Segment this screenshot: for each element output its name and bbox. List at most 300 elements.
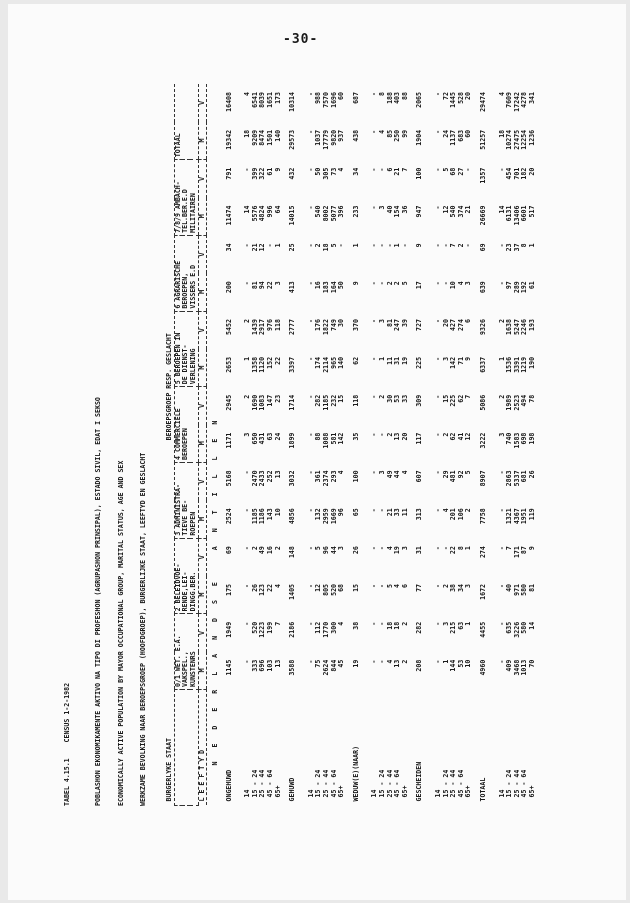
- value-cell: 63: [266, 432, 275, 441]
- value-cell: -: [497, 508, 506, 513]
- value-cell: 683: [456, 129, 465, 142]
- spacer: [409, 84, 416, 806]
- value-cell: 971: [512, 583, 521, 596]
- value-cell: 5: [314, 546, 323, 551]
- column-group-header: VAKSPEL.,: [182, 614, 190, 690]
- column-group-header: TIEVE BE-: [182, 462, 190, 538]
- value-cell: 1445: [449, 92, 458, 108]
- value-cell: 188: [385, 92, 394, 104]
- value-cell: 18: [497, 129, 506, 138]
- value-cell: 1185: [250, 508, 259, 525]
- value-cell: 17779: [322, 129, 331, 150]
- value-cell: 805: [322, 583, 331, 596]
- column-group-header: RENDE,LEI-: [182, 538, 190, 614]
- value-cell: 5: [441, 167, 450, 172]
- value-cell: 22: [449, 546, 458, 555]
- group-total-cell: 15: [351, 583, 360, 592]
- occupation-span-header: BEROEPSGROEP RESP. GESLACHT: [166, 84, 174, 690]
- group-total-cell: 9: [351, 281, 360, 286]
- value-cell: 112: [314, 621, 323, 634]
- value-cell: 528: [456, 92, 465, 104]
- value-cell: 2: [385, 432, 394, 437]
- spacer-row: [346, 84, 353, 806]
- value-cell: 173: [273, 92, 282, 104]
- value-cell: 10: [449, 281, 458, 290]
- group-total-cell: 65: [351, 508, 360, 517]
- value-cell: 844: [329, 659, 338, 672]
- value-cell: 10: [464, 659, 473, 668]
- value-cell: -: [464, 243, 473, 248]
- value-cell: 11: [400, 508, 409, 517]
- group-total-cell: 51257: [478, 129, 487, 150]
- age-label: 25 - 44: [512, 769, 521, 798]
- value-cell: 4278: [520, 92, 529, 108]
- spacer-row: [537, 84, 544, 806]
- group-total-cell: 3222: [478, 432, 487, 449]
- value-cell: -: [243, 583, 252, 588]
- group-total-cell: 31: [415, 546, 424, 555]
- value-cell: 2: [441, 583, 450, 588]
- value-cell: -: [441, 281, 450, 286]
- value-cell: 61: [527, 281, 536, 290]
- title-line-dutch: WERKZAME BEVOLKING NAAR BEROEPSGROEP (HOOFDGROEP), BURGERLIJKE STAAT, LEEFTYD EN GESLACHT: [139, 452, 148, 806]
- value-cell: -: [243, 167, 252, 172]
- value-cell: 4: [337, 621, 346, 626]
- group-total-cell: 19: [351, 659, 360, 668]
- value-cell: 1770: [322, 621, 331, 638]
- value-cell: -: [306, 356, 315, 361]
- column-group-header: BEROEPEN: [182, 387, 190, 463]
- value-cell: 5337: [512, 470, 521, 487]
- value-cell: 374: [456, 205, 465, 218]
- value-cell: 13406: [512, 205, 521, 226]
- group-total-row: [226, 84, 234, 806]
- spacer: [360, 84, 371, 806]
- value-cell: -: [433, 281, 442, 286]
- column-group-header: 6 AGRARISCHE: [174, 235, 182, 311]
- value-cell: -: [433, 470, 442, 475]
- value-cell: 44: [393, 470, 402, 479]
- value-cell: 41: [456, 432, 465, 441]
- value-cell: 520: [250, 621, 259, 634]
- value-cell: 8002: [322, 205, 331, 222]
- value-cell: 144: [449, 659, 458, 672]
- value-cell: 2: [273, 546, 282, 551]
- value-cell: 289: [512, 281, 521, 294]
- value-cell: -: [441, 243, 450, 248]
- group-total-cell: 4856: [288, 508, 297, 525]
- age-label: 25 - 44: [385, 769, 394, 798]
- value-cell: 18: [322, 243, 331, 252]
- value-cell: 3391: [512, 356, 521, 373]
- header-row-top: [166, 84, 174, 806]
- group-total-cell: 225: [415, 356, 424, 369]
- column-group-header: [190, 84, 198, 160]
- value-cell: 1: [527, 243, 536, 248]
- value-cell: -: [378, 167, 386, 172]
- value-cell: 1186: [258, 508, 267, 525]
- value-cell: 81: [250, 281, 259, 290]
- female-header: V: [198, 160, 207, 198]
- table-row: [331, 84, 339, 806]
- age-header: L E E F T Y D: [198, 690, 207, 806]
- value-cell: 19: [393, 546, 402, 555]
- group-total-cell: 1904: [415, 129, 424, 146]
- group-total-cell: 639: [478, 281, 487, 294]
- group-total-cell: 34: [224, 243, 233, 252]
- value-cell: -: [306, 394, 315, 399]
- value-cell: 171: [512, 546, 521, 559]
- value-cell: 2: [464, 508, 473, 513]
- value-cell: 85: [385, 129, 394, 138]
- value-cell: -: [370, 167, 379, 172]
- value-cell: 147: [266, 394, 275, 407]
- group-total-cell: 3397: [288, 356, 297, 373]
- age-label: 45 - 64: [266, 769, 275, 798]
- value-cell: -: [370, 281, 379, 286]
- value-cell: 15: [441, 394, 450, 403]
- group-total-cell: 29573: [288, 129, 297, 150]
- column-group-header-row: [190, 84, 198, 806]
- value-cell: 30: [385, 394, 394, 403]
- value-cell: 21: [385, 508, 394, 517]
- value-cell: 650: [250, 432, 259, 445]
- value-cell: 681: [520, 470, 529, 483]
- group-total-cell: 1714: [288, 394, 297, 411]
- table-row: [259, 84, 267, 806]
- value-cell: 9: [527, 546, 536, 551]
- column-group-header: MILITAIREN: [190, 160, 198, 236]
- group-total-cell: 148: [288, 546, 297, 559]
- value-cell: -: [433, 92, 442, 96]
- table-row: [443, 84, 451, 806]
- value-cell: 22: [266, 281, 275, 290]
- value-cell: -: [433, 508, 442, 513]
- value-cell: 274: [456, 319, 465, 331]
- title-line-papiamentu: POBLASHON EKONOMIKAMENTE AKTIVO NA TIPO DI PROFESHON (AGRUPASHON PRINSIPAL), ESTADO SIVIL, EDAT I SEKSO: [93, 397, 102, 806]
- group-total-cell: 274: [478, 546, 487, 559]
- value-cell: 517: [527, 205, 536, 218]
- column-group-header: TOTAAL: [174, 84, 182, 160]
- group-total-cell: 6337: [478, 356, 487, 373]
- value-cell: 20: [464, 92, 473, 100]
- value-cell: 1638: [505, 319, 514, 335]
- value-cell: -: [497, 621, 506, 626]
- spacer-row: [488, 84, 499, 806]
- group-total-cell: 947: [415, 205, 424, 218]
- column-group-header: VERLENING: [190, 311, 198, 387]
- column-group-header: 2 BELEIDVOE-: [174, 538, 182, 614]
- value-cell: 3: [273, 281, 282, 286]
- table-row: [499, 84, 507, 806]
- value-cell: 2: [378, 394, 386, 399]
- spacer: [233, 84, 244, 806]
- value-cell: -: [497, 583, 506, 588]
- value-cell: 282: [314, 394, 323, 407]
- value-cell: 540: [449, 205, 458, 218]
- value-cell: 99: [400, 129, 409, 138]
- value-cell: -: [370, 508, 379, 513]
- value-cell: 494: [520, 394, 529, 407]
- value-cell: 293: [329, 470, 338, 483]
- column-group-header: [182, 84, 190, 160]
- value-cell: -: [378, 508, 386, 513]
- group-total-cell: 1672: [478, 583, 487, 600]
- value-cell: 4: [441, 508, 450, 513]
- value-cell: -: [306, 243, 315, 248]
- group-total-cell: 11474: [224, 205, 233, 226]
- value-cell: 2624: [322, 659, 331, 676]
- value-cell: 9: [464, 356, 473, 361]
- group-total-cell: 100: [415, 167, 424, 180]
- group-total-cell: 432: [288, 167, 297, 180]
- value-cell: 13: [273, 659, 282, 668]
- value-cell: 7: [505, 546, 514, 551]
- value-cell: -: [433, 243, 442, 248]
- age-label: 14: [243, 789, 252, 798]
- marital-status-header: BURGERLYKE STAAT: [166, 690, 174, 806]
- value-cell: 976: [266, 319, 275, 331]
- table-row: [521, 84, 529, 806]
- group-total-cell: 309: [415, 394, 424, 407]
- value-cell: 72: [441, 92, 450, 100]
- value-cell: 4: [337, 470, 346, 475]
- value-cell: 409: [505, 659, 514, 672]
- value-cell: 154: [393, 205, 402, 218]
- value-cell: -: [441, 546, 450, 551]
- value-cell: -: [378, 546, 386, 551]
- value-cell: 30: [337, 319, 346, 328]
- value-cell: 4: [273, 583, 282, 588]
- value-cell: 4: [393, 583, 402, 588]
- value-cell: 1088: [322, 432, 331, 449]
- group-total-cell: 282: [415, 621, 424, 634]
- value-cell: -: [433, 129, 442, 134]
- value-cell: 5: [385, 583, 394, 588]
- female-header: V: [198, 84, 207, 122]
- age-label: 14: [306, 789, 315, 798]
- value-cell: 3: [378, 470, 386, 475]
- value-cell: 5: [400, 281, 409, 286]
- value-cell: 1223: [258, 621, 267, 638]
- value-cell: -: [370, 546, 379, 551]
- value-cell: -: [243, 243, 252, 248]
- value-cell: -: [497, 659, 506, 664]
- value-cell: 60: [337, 92, 346, 100]
- value-cell: 2: [250, 546, 259, 551]
- group-total-cell: 19342: [224, 129, 233, 150]
- value-cell: 6: [385, 167, 394, 172]
- value-cell: 14: [243, 205, 252, 214]
- value-cell: 15: [337, 394, 346, 403]
- group-total-cell: 26669: [478, 205, 487, 226]
- value-cell: 247: [393, 319, 402, 331]
- value-cell: 36: [400, 205, 409, 214]
- value-cell: -: [306, 281, 315, 286]
- column-group-header: 7/8/9 AMBACH-: [174, 160, 182, 236]
- value-cell: 8: [378, 92, 386, 96]
- value-cell: 2: [400, 621, 409, 626]
- group-total-cell: 5452: [224, 319, 233, 335]
- group-total-cell: 62: [351, 356, 360, 365]
- value-cell: 33: [400, 394, 409, 403]
- group-total-cell: 233: [351, 205, 360, 218]
- value-cell: 2: [456, 243, 465, 248]
- value-cell: -: [433, 167, 442, 172]
- value-cell: 152: [266, 356, 275, 369]
- value-cell: 1583: [512, 432, 521, 449]
- value-cell: 3: [497, 432, 506, 437]
- value-cell: -: [385, 243, 394, 248]
- value-cell: -: [306, 470, 315, 475]
- value-cell: 3468: [512, 659, 521, 676]
- value-cell: -: [370, 243, 379, 248]
- value-cell: 20: [527, 167, 536, 176]
- table-row: [379, 84, 387, 806]
- table-row: [394, 84, 402, 806]
- value-cell: 4: [400, 470, 409, 475]
- value-cell: 174: [314, 356, 323, 369]
- age-label: 15 - 24: [505, 769, 514, 798]
- group-total-cell: 3588: [288, 659, 297, 676]
- value-cell: 3: [378, 205, 386, 210]
- value-cell: -: [370, 394, 379, 399]
- value-cell: 996: [266, 205, 275, 218]
- group-total-cell: 26: [351, 546, 360, 555]
- value-cell: 252: [266, 470, 275, 483]
- value-cell: 300: [329, 621, 338, 634]
- value-cell: 1439: [250, 319, 259, 335]
- value-cell: -: [243, 281, 252, 286]
- table-row: [252, 84, 260, 806]
- value-cell: -: [497, 281, 506, 286]
- age-label: 25 - 44: [449, 769, 458, 798]
- column-group-header: VISSERS E.D: [190, 235, 198, 311]
- value-cell: 22: [273, 356, 282, 365]
- value-cell: -: [306, 92, 315, 96]
- value-cell: 18: [393, 621, 402, 630]
- value-cell: 1083: [258, 394, 267, 411]
- value-cell: 2: [243, 394, 252, 399]
- value-cell: 96: [322, 546, 331, 555]
- value-cell: 71: [456, 356, 465, 365]
- value-cell: 3: [441, 621, 450, 626]
- value-cell: 6131: [505, 205, 514, 222]
- value-cell: 39: [400, 319, 409, 328]
- value-cell: 2959: [322, 508, 331, 525]
- value-cell: 6: [464, 319, 473, 324]
- value-cell: 106: [456, 508, 465, 521]
- value-cell: 78: [527, 394, 536, 403]
- value-cell: 18: [385, 621, 394, 630]
- value-cell: 176: [314, 319, 323, 331]
- column-group-header: 3 ADMINISTRA-: [174, 462, 182, 538]
- value-cell: 399: [250, 167, 259, 180]
- value-cell: 94: [258, 281, 267, 290]
- value-cell: 27: [456, 167, 465, 176]
- value-cell: 1696: [329, 92, 338, 108]
- table-id: TABEL 4.15.1: [63, 758, 71, 806]
- value-cell: 40: [505, 583, 514, 592]
- value-cell: 2: [441, 432, 450, 437]
- value-cell: 361: [314, 470, 323, 483]
- value-cell: 119: [527, 508, 536, 521]
- value-cell: -: [433, 583, 442, 588]
- table-row: [323, 84, 331, 806]
- value-cell: 142: [337, 432, 346, 445]
- value-cell: 2917: [258, 319, 267, 335]
- table-row: [458, 84, 466, 806]
- age-label: 14: [370, 789, 379, 798]
- group-total-cell: 727: [415, 319, 424, 331]
- value-cell: 68: [449, 167, 458, 176]
- value-cell: 1: [464, 546, 473, 551]
- group-total-cell: 1405: [288, 583, 297, 600]
- value-cell: 1: [464, 621, 473, 626]
- value-cell: 183: [322, 281, 331, 294]
- group-total-cell: 38: [351, 621, 360, 630]
- value-cell: 12: [464, 432, 473, 441]
- value-cell: 2470: [250, 470, 259, 487]
- value-cell: -: [378, 659, 386, 664]
- value-cell: -: [378, 583, 386, 588]
- table-row: [450, 84, 458, 806]
- table-row: [435, 84, 443, 806]
- table-row: [402, 84, 410, 806]
- value-cell: 5247: [512, 319, 521, 335]
- group-total-cell: 16408: [224, 92, 233, 112]
- group-total-cell: 1949: [224, 621, 233, 638]
- value-cell: 2: [497, 394, 506, 399]
- value-cell: 1536: [505, 356, 514, 373]
- group-total-cell: 69: [224, 546, 233, 555]
- value-cell: 143: [266, 508, 275, 521]
- value-cell: 1219: [520, 356, 529, 373]
- value-cell: -: [370, 92, 379, 96]
- value-cell: 62: [449, 432, 458, 441]
- value-cell: -: [306, 432, 315, 437]
- value-cell: 164: [329, 281, 338, 294]
- value-cell: 8: [520, 243, 529, 248]
- value-cell: 33: [393, 508, 402, 517]
- census-label: CENSUS 1-2-1982: [63, 682, 71, 743]
- table-row: [514, 84, 522, 806]
- group-total-cell: 29474: [478, 92, 487, 112]
- value-cell: 965: [329, 356, 338, 369]
- value-cell: 1501: [266, 129, 275, 146]
- value-cell: 333: [250, 659, 259, 672]
- value-cell: 580: [520, 583, 529, 596]
- value-cell: 192: [520, 281, 529, 294]
- spacer-row: [297, 84, 308, 806]
- value-cell: 38: [449, 583, 458, 592]
- value-cell: -: [306, 621, 315, 626]
- group-total-row: [416, 84, 424, 806]
- group-total-cell: 3032: [288, 470, 297, 487]
- group-total-cell: 175: [224, 583, 233, 596]
- group-total-cell: 2777: [288, 319, 297, 335]
- value-cell: 7: [273, 621, 282, 626]
- value-cell: -: [306, 546, 315, 551]
- group-total-row: [480, 84, 488, 806]
- group-total-cell: 200: [224, 281, 233, 294]
- group-total-cell: 7758: [478, 508, 487, 525]
- value-cell: -: [497, 243, 506, 248]
- value-cell: -: [433, 394, 442, 399]
- value-cell: -: [370, 319, 379, 324]
- value-cell: -: [306, 319, 315, 324]
- age-label: 65+: [337, 785, 346, 798]
